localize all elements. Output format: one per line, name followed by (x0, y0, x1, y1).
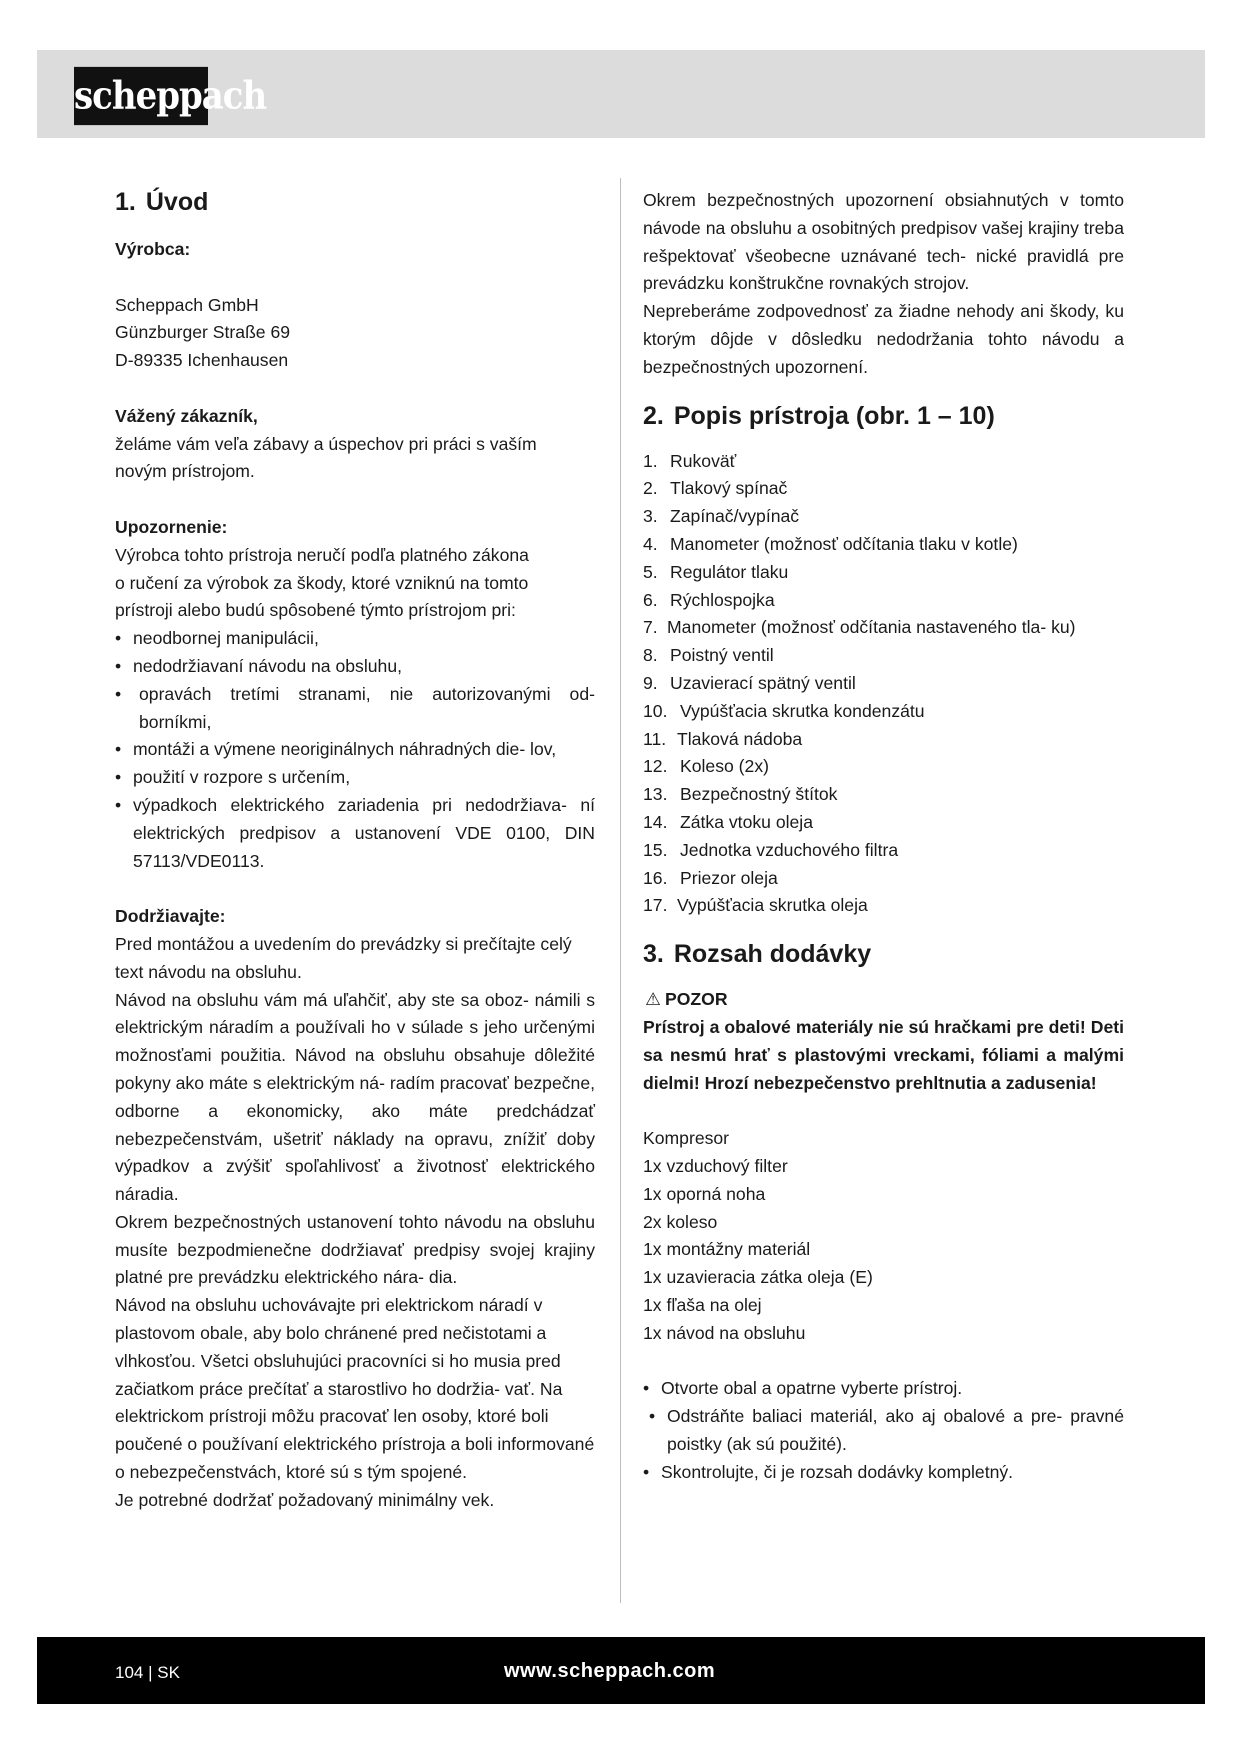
section-2-heading: 2. Popis prístroja (obr. 1 – 10) (643, 401, 995, 430)
list-item: 2. Tlakový spínač (643, 478, 788, 499)
list-item: 1. Rukoväť (643, 450, 737, 471)
footer-bar (37, 1637, 1205, 1704)
delivery-item: 1x oporná noha (643, 1183, 766, 1204)
list-item: 7. Manometer (možnosť odčítania nastaveného tla- ku) (643, 617, 1076, 638)
list-item: 6. Rýchlospojka (643, 589, 775, 610)
list-item: 15. Jednotka vzduchového filtra (643, 839, 899, 860)
step-bullet: • Otvorte obal a opatrne vyberte prístroj. (643, 1378, 963, 1399)
manufacturer-label: Výrobca: (115, 239, 191, 259)
notice-line: prístroji alebo budú spôsobené týmto prístrojom pri: (115, 600, 516, 621)
notice-bullet: • výpadkoch elektrického zariadenia pri nedodržiava- ní elektrických predpisov a ustanovení VDE 0100, DIN 57113/VDE0113. (115, 794, 595, 871)
safety-paragraph: Okrem bezpečnostných upozornení obsiahnutých v tomto návode na obsluhu a osobitných predpisov vašej krajiny treba rešpektovať všeobecne uznávané tech- nické pravidlá pre prevádzku konštrukčne rovnakých strojov. (643, 190, 1124, 294)
address-line: Günzburger Straße 69 (115, 322, 291, 343)
delivery-item: 1x uzavieracia zátka oleja (E) (643, 1267, 873, 1288)
list-item: 14. Zátka vtoku oleja (643, 811, 814, 832)
notice-bullet: • montáži a výmene neoriginálnych náhradných die- lov, (115, 739, 557, 760)
list-item: 3. Zapínač/vypínač (643, 506, 800, 527)
observe-paragraph: Návod na obsluhu uchovávajte pri elektrickom náradí v plastovom obale, aby bolo chránené pred nečistotami a vlhkosťou. Všetci obsluhujúci pracovníci si ho musia pred začiatkom práce prečítať a starostlivo ho dodržia- vať. Na elektrickom prístroji môžu pracovať len osoby, ktoré boli poučené o používaní elektrického prístroja a boli informované o nebezpečenstvách, ktoré sú s tým spojené. (115, 1295, 595, 1483)
observe-paragraph: Okrem bezpečnostných ustanovení tohto návodu na obsluhu musíte bezpodmienečne dodržiavať predpisy svojej krajiny platné pre prevádzku elektrického nára- dia. (115, 1211, 595, 1288)
website-link[interactable]: www.scheppach.com (504, 1660, 716, 1682)
notice-line: o ručení za výrobok za škody, ktoré vzniknú na tomto (115, 572, 529, 593)
column-divider (620, 178, 621, 1603)
notice-label: Upozornenie: (115, 516, 228, 537)
observe-paragraph: Je potrebné dodržať požadovaný minimálny vek. (115, 1489, 495, 1510)
warning-triangle-icon: ⚠ (645, 989, 661, 1010)
section-1-heading: 1. Úvod (115, 188, 209, 216)
delivery-item: 1x vzduchový filter (643, 1155, 788, 1176)
greeting-line: želáme vám veľa zábavy a úspechov pri práci s vaším (115, 433, 537, 454)
observe-label: Dodržiavajte: (115, 906, 226, 927)
delivery-item: Kompresor (643, 1128, 730, 1149)
list-item: 10. Vypúšťacia skrutka kondenzátu (643, 700, 925, 721)
delivery-item: 2x koleso (643, 1211, 718, 1232)
list-item: 16. Priezor oleja (643, 867, 778, 888)
delivery-item: 1x fľaša na olej (643, 1294, 762, 1315)
parts-list (643, 448, 1124, 921)
notice-bullet: • použití v rozpore s určením, (115, 767, 351, 788)
step-bullet: • Odstráňte baliaci materiál, ako aj obalové a pre- pravné poistky (ak sú použité). (649, 1406, 1124, 1454)
list-item: 8. Poistný ventil (643, 645, 774, 666)
list-item: 13. Bezpečnostný štítok (643, 784, 838, 805)
safety-paragraph: Nepreberáme zodpovednosť za žiadne nehody ani škody, ku ktorým dôjde v dôsledku nedodržania tohto návodu a bezpečnostných upozornení. (643, 301, 1124, 377)
list-item: 17. Vypúšťacia skrutka oleja (643, 895, 868, 916)
observe-paragraph: Pred montážou a uvedením do prevádzky si prečítajte celý text návodu na obsluhu. (115, 933, 572, 982)
dear-customer-label: Vážený zákazník, (115, 405, 258, 426)
list-item: 9. Uzavierací spätný ventil (643, 672, 856, 693)
delivery-item: 1x návod na obsluhu (643, 1322, 806, 1343)
list-item: 4. Manometer (možnosť odčítania tlaku v kotle) (643, 533, 1018, 554)
notice-bullet: • opravách tretími stranami, nie autorizovanými od- borníkmi, (115, 683, 595, 732)
left-column (115, 180, 595, 1515)
observe-paragraph: Návod na obsluhu vám má uľahčiť, aby ste sa oboz- námili s elektrickým náradím a používali ho v súlade s jeho určenými možnosťami použitia. Návod na obsluhu obsahuje dôležité pokyny ako máte s elektrickým ná- radím pracovať bezpečne, odborne a ekonomicky, ako máte predchádzať nebezpečenstvám, ušetriť náklady na opravu, znížiť doby výpadkov a zvýšiť spoľahlivosť a životnosť elektrického náradia. (115, 989, 595, 1205)
greeting-line: novým prístrojom. (115, 461, 255, 482)
notice-bullet: • neodbornej manipulácii, (115, 628, 319, 649)
scheppach-logo: scheppach (74, 67, 208, 125)
section-3-heading: 3. Rozsah dodávky (643, 940, 872, 969)
warning-label: ⚠ POZOR (643, 986, 1124, 1014)
list-item: 12. Koleso (2x) (643, 756, 769, 777)
notice-bullet: • nedodržiavaní návodu na obsluhu, (115, 655, 403, 676)
delivery-item: 1x montážny materiál (643, 1239, 811, 1260)
page-number: 104 | SK (115, 1663, 180, 1682)
address-line: D-89335 Ichenhausen (115, 350, 289, 371)
step-bullet: • Skontrolujte, či je rozsah dodávky kompletný. (643, 1461, 1014, 1482)
notice-line: Výrobca tohto prístroja neručí podľa platného zákona (115, 544, 529, 565)
address-line: Scheppach GmbH (115, 294, 259, 315)
warning-text: Prístroj a obalové materiály nie sú hračkami pre deti! Deti sa nesmú hrať s plastovými vreckami, fóliami a malými dielmi! Hrozí nebezpečenstvo prehltnutia a zadusenia! (643, 1016, 1124, 1093)
right-column (643, 187, 1124, 1486)
list-item: 5. Regulátor tlaku (643, 561, 789, 582)
list-item: 11. Tlaková nádoba (643, 728, 803, 749)
